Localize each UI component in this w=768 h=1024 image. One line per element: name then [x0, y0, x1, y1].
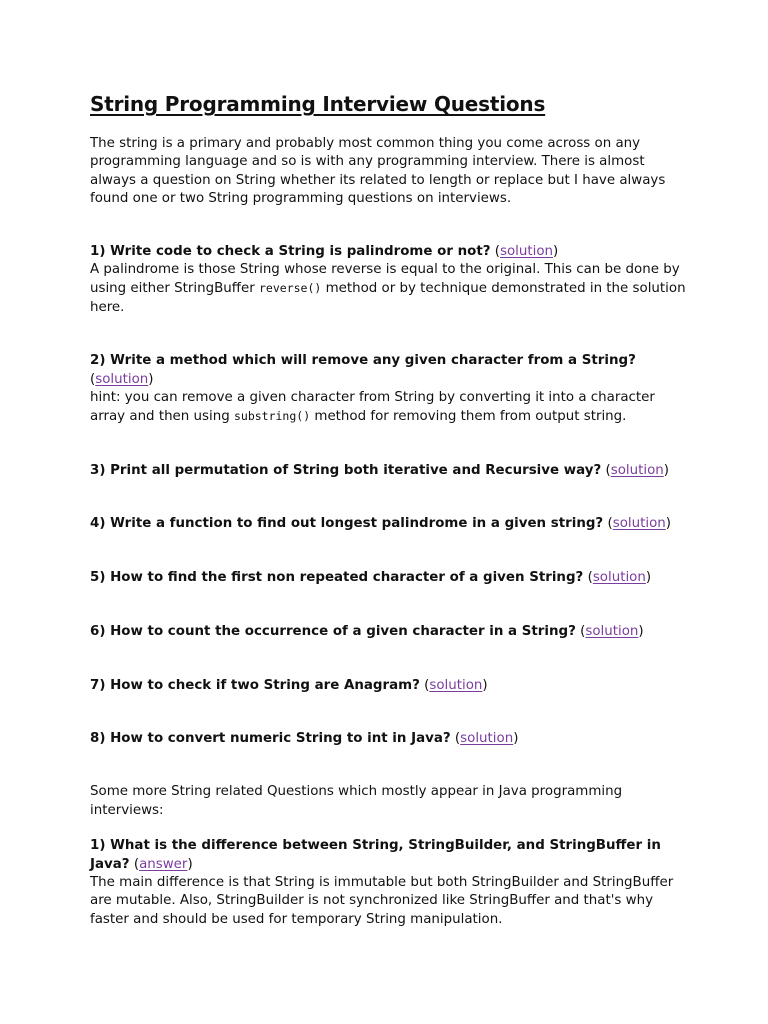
- solution-link-2[interactable]: solution: [95, 371, 149, 387]
- answer-link-1[interactable]: answer: [139, 856, 188, 872]
- question-1-body-pre: A palindrome is those String whose reverse is equal to the original. This can be done by using either StringBuffer: [90, 262, 680, 297]
- question-block-1: 1) Write code to check a String is palindrome or not? (solution) A palindrome is those String whose reverse is equal to the original. This can be done by using either StringBuffer reverse() method or by technique demonstrated in the solution here.: [90, 243, 686, 315]
- more-question-block-1: 1) What is the difference between String, StringBuilder, and StringBuffer in Java? (answer) The main difference is that String is immutable but both StringBuilder and StringBuffer are mutable. Also, StringBuilder is not synchronized like StringBuffer and that's why faster and should be used for temporary String manipulation.: [90, 838, 674, 927]
- intro-paragraph: The string is a primary and probably most common thing you come across on any programming language and so is with any programming interview. There is almost always a question on String whether its related to length or replace but I have always found one or two String programming questions on interviews.: [90, 136, 666, 207]
- question-2-code: substring(): [233, 409, 311, 424]
- question-block-5: 5) How to find the first non repeated character of a given String? (solution): [90, 569, 652, 585]
- question-block-6: 6) How to count the occurrence of a given character in a String? (solution): [90, 624, 644, 640]
- question-6: 6) How to count the occurrence of a given character in a String?: [90, 624, 576, 640]
- solution-link-4[interactable]: solution: [612, 516, 666, 532]
- question-block-4: 4) Write a function to find out longest palindrome in a given string? (solution): [90, 516, 671, 532]
- question-8: 8) How to convert numeric String to int in Java?: [90, 730, 451, 746]
- solution-link-7[interactable]: solution: [429, 677, 483, 693]
- question-1: 1) Write code to check a String is palindrome or not?: [90, 243, 491, 259]
- solution-link-6[interactable]: solution: [585, 624, 639, 640]
- page-title: String Programming Interview Questions: [90, 92, 546, 116]
- solution-link-5[interactable]: solution: [592, 569, 646, 585]
- solution-link-1[interactable]: solution: [499, 243, 554, 259]
- more-question-1-body: The main difference is that String is immutable but both StringBuilder and StringBuffer are mutable. Also, StringBuilder is not synchronized like StringBuffer and that's why faster and should be used for temporary String manipulation.: [90, 874, 674, 927]
- question-2-body-pre: hint: you can remove a given character from String by converting it into a character array and then using: [90, 390, 655, 425]
- question-3: 3) Print all permutation of String both iterative and Recursive way?: [90, 462, 602, 478]
- question-1-body-post: method or by technique demonstrated in the solution here.: [90, 281, 686, 315]
- question-block-3: 3) Print all permutation of String both iterative and Recursive way? (solution): [90, 462, 669, 478]
- question-block-7: 7) How to check if two String are Anagram? (solution): [90, 677, 488, 693]
- document-page: [90, 90, 690, 929]
- question-7: 7) How to check if two String are Anagram?: [90, 677, 420, 693]
- question-block-2: 2) Write a method which will remove any given character from a String? (solution) hint: you can remove a given character from String by converting it into a character array and then using substring() method for removing them from output string.: [90, 353, 655, 425]
- question-2-body-post: method for removing them from output string.: [310, 409, 627, 425]
- question-5: 5) How to find the first non repeated character of a given String?: [90, 569, 584, 585]
- solution-link-3[interactable]: solution: [610, 462, 664, 478]
- question-block-8: 8) How to convert numeric String to int in Java? (solution): [90, 730, 519, 746]
- question-1-code: reverse(): [259, 281, 322, 296]
- question-2: 2) Write a method which will remove any given character from a String?: [90, 353, 636, 369]
- more-question-1: 1) What is the difference between String, StringBuilder, and StringBuffer in Java?: [90, 838, 661, 872]
- question-4: 4) Write a function to find out longest palindrome in a given string?: [90, 516, 604, 532]
- solution-link-8[interactable]: solution: [460, 730, 514, 746]
- more-questions-intro: Some more String related Questions which mostly appear in Java programming interviews:: [90, 784, 623, 818]
